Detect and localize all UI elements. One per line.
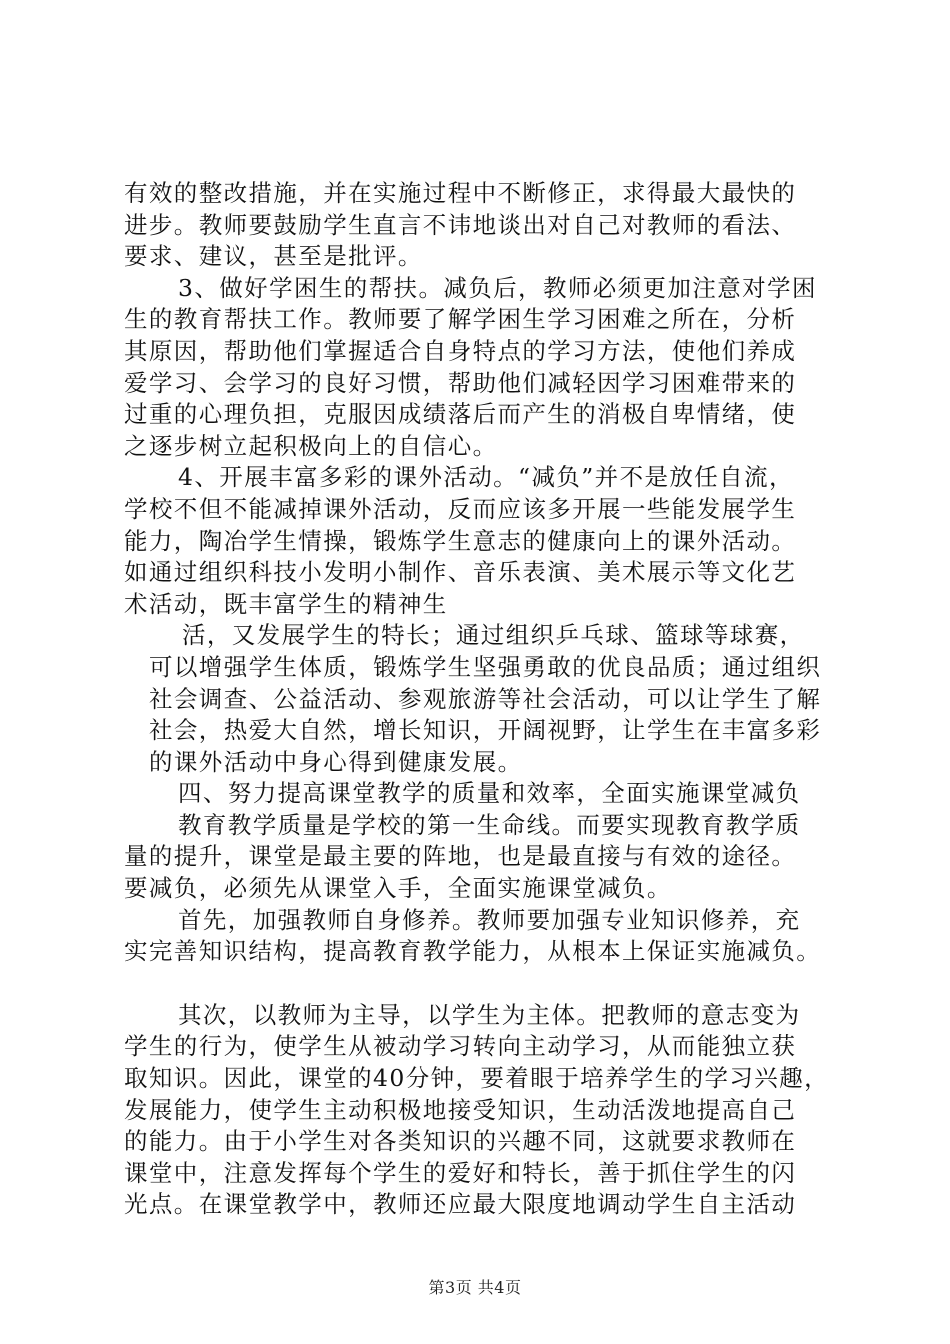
text-line: 之逐步树立起积极向上的自信心。 <box>124 431 498 460</box>
text-line: 有效的整改措施，并在实施过程中不断修正，求得最大最快的 <box>124 179 797 207</box>
text-line: 术活动，既丰富学生的精神生 <box>124 589 448 618</box>
text-line: 其次，以教师为主导，以学生为主体。把教师的意志变为 <box>178 1000 801 1029</box>
text-line: 过重的心理负担，克服因成绩落后而产生的消极自卑情绪，使 <box>124 400 797 429</box>
text-line: 要减负，必须先从课堂入手，全面实施课堂减负。 <box>124 874 672 903</box>
text-line: 教育教学质量是学校的第一生命线。而要实现教育教学质 <box>178 810 801 839</box>
text-line: 能力，陶冶学生情操，锻炼学生意志的健康向上的课外活动。 <box>124 526 797 555</box>
text-line: 四、努力提高课堂教学的质量和效率，全面实施课堂减负 <box>178 779 801 808</box>
text-line: 社会调查、公益活动、参观旅游等社会活动，可以让学生了解 <box>149 684 822 713</box>
text-line: 学生的行为，使学生从被动学习转向主动学习，从而能独立获 <box>124 1032 797 1061</box>
text-line: 量的提升，课堂是最主要的阵地，也是最直接与有效的途径。 <box>124 842 797 871</box>
text-line: 社会，热爱大自然，增长知识，开阔视野，让学生在丰富多彩 <box>149 716 822 745</box>
text-line: 首先，加强教师自身修养。教师要加强专业知识修养，充 <box>178 905 801 934</box>
text-line: 学校不但不能减掉课外活动，反而应该多开展一些能发展学生 <box>124 494 797 523</box>
text-line: 爱学习、会学习的良好习惯，帮助他们减轻因学习困难带来的 <box>124 368 797 397</box>
text-line <box>124 968 854 1000</box>
text-line: 发展能力，使学生主动积极地接受知识，生动活泼地提高自己 <box>124 1095 797 1124</box>
text-line: 3、做好学困生的帮扶。减负后，教师必须更加注意对学困 <box>178 273 817 302</box>
text-line: 生的教育帮扶工作。教师要了解学困生学习困难之所在，分析 <box>124 305 797 334</box>
text-line: 进步。教师要鼓励学生直言不讳地谈出对自己对教师的看法、 <box>124 210 797 239</box>
text-line: 其原因，帮助他们掌握适合自身特点的学习方法，使他们养成 <box>124 336 797 365</box>
text-line: 实完善知识结构，提高教育教学能力，从根本上保证实施减负。 <box>124 937 822 966</box>
text-line: 要求、建议，甚至是批评。 <box>124 242 423 271</box>
text-line: 的能力。由于小学生对各类知识的兴趣不同，这就要求教师在 <box>124 1127 797 1156</box>
text-line: 光点。在课堂教学中，教师还应最大限度地调动学生自主活动 <box>124 1190 797 1219</box>
text-line: 活，又发展学生的特长；通过组织乒乓球、篮球等球赛， <box>182 621 805 650</box>
text-line: 的课外活动中身心得到健康发展。 <box>149 747 523 776</box>
text-line: 课堂中，注意发挥每个学生的爱好和特长，善于抓住学生的闪 <box>124 1158 797 1187</box>
text-line: 如通过组织科技小发明小制作、音乐表演、美术展示等文化艺 <box>124 558 797 587</box>
body-text <box>124 178 854 1221</box>
text-line: 4、开展丰富多彩的课外活动。“减负”并不是放任自流， <box>178 463 794 492</box>
page-footer: 第3页 共4页 <box>428 1278 522 1297</box>
text-line: 取知识。因此，课堂的40分钟，要着眼于培养学生的学习兴趣， <box>124 1064 830 1093</box>
text-line: 可以增强学生体质，锻炼学生坚强勇敢的优良品质；通过组织 <box>149 652 822 681</box>
